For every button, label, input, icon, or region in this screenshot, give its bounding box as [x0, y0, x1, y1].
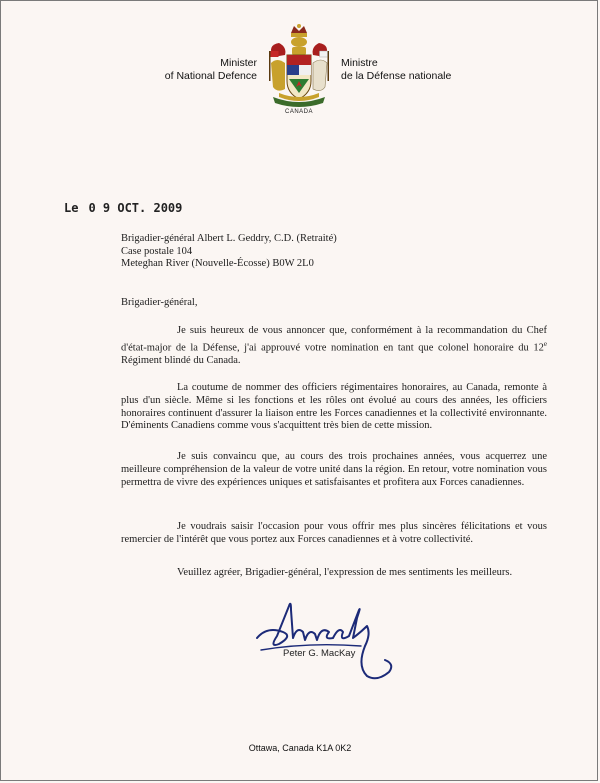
date-stamp — [64, 201, 182, 215]
body-paragraph-3 — [121, 451, 547, 489]
body-paragraph-5 — [121, 567, 547, 580]
body-paragraph-2 — [121, 382, 547, 433]
p4-text: Je voudrais saisir l'occasion pour vous offrir mes plus sincères félicitations et vous remercier de l'intérêt que vous portez aux Forces canadiennes et à votre collectivité. — [121, 521, 547, 545]
country-label: CANADA — [284, 109, 313, 115]
recipient-line3: Meteghan River (Nouvelle-Écosse) B0W 2L0 — [121, 258, 314, 269]
p1-text-b: Régiment blindé du Canada. — [121, 355, 241, 367]
handwritten-signature — [249, 586, 409, 686]
body-paragraph-1 — [121, 325, 547, 368]
body-paragraph-4 — [121, 521, 547, 547]
recipient-line2: Case postale 104 — [121, 245, 193, 257]
salutation: Brigadier-général, — [121, 297, 198, 308]
p1-superscript: e — [543, 339, 547, 348]
signer-name: Peter G. MacKay — [283, 648, 356, 659]
p3-text: Je suis convaincu que, au cours des trois prochaines années, vous acquerrez une meilleure compréhension de la valeur de votre unité dans la région. En retour, votre nomination vous permettra de vivre des expériences uniques et satisfaisantes et profitera aux Forces canadiennes. — [121, 451, 547, 488]
p2-text: La coutume de nommer des officiers régimentaires honoraires, au Canada, remonte à plus d'un siècle. Même si les fonctions et les rôles ont évolué au cours des années, les officiers honoraires continuent d'assurer la liaison entre les Forces canadiennes et la collectivité environnante. D'éminents Canadiens comme vous s'acquittent très bien de cette mission. — [121, 382, 547, 432]
recipient-address — [121, 233, 561, 271]
letterhead-english — [121, 57, 257, 83]
footer-address: Ottawa, Canada K1A 0K2 — [248, 743, 352, 753]
date-value: 0 9 OCT. 2009 — [88, 201, 183, 215]
date-prefix: Le — [64, 201, 79, 215]
recipient-line1: Brigadier-général Albert L. Geddry, C.D. (Retraité) — [121, 233, 337, 244]
letterhead-en-line2: of National Defence — [164, 70, 257, 82]
p1-text-a: Je suis heureux de vous annoncer que, conformément à la recommandation du Chef d'état-major de la Défense, j'ai approuvé votre nomination en tant que colonel honoraire du 12 — [121, 325, 547, 354]
letterhead-fr-line1: Ministre — [341, 57, 378, 69]
p5-text: Veuillez agréer, Brigadier-général, l'expression de mes sentiments les meilleurs. — [177, 567, 513, 578]
letterhead-french — [341, 57, 501, 83]
letterhead-en-line1: Minister — [220, 57, 257, 69]
coat-of-arms-icon — [263, 23, 335, 109]
letterhead-fr-line2: de la Défense nationale — [341, 70, 452, 82]
